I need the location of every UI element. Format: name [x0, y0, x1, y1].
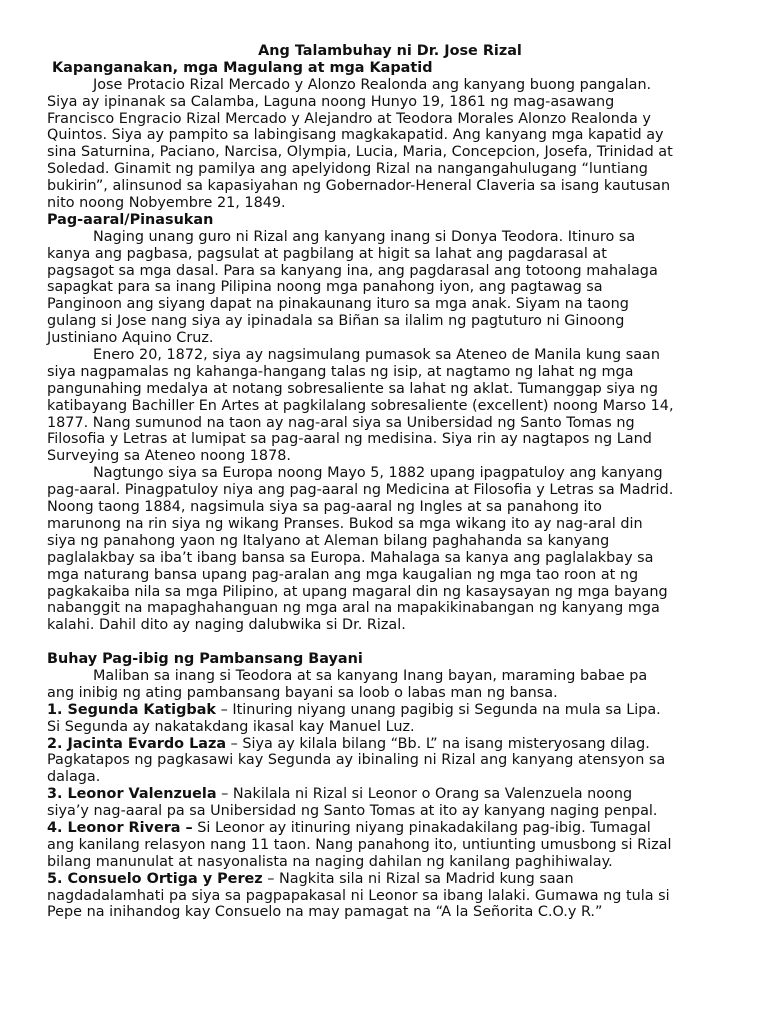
paragraph-line: sina Saturnina, Paciano, Narcisa, Olympia, Lucia, Maria, Concepcion, Josefa, Trinidad at: [47, 144, 673, 161]
paragraph-line: marunong na rin siya ng wikang Pranses. Bukod sa mga wikang ito ay nag-aral din: [47, 515, 643, 532]
paragraph-line: pag-aaral. Pinagpatuloy niya ang pag-aaral ng Medicina at Filosofia y Letras sa Madrid.: [47, 482, 674, 499]
paragraph-line: ang inibig ng ating pambansang bayani sa loob o labas man ng bansa.: [47, 684, 558, 701]
list-item-segunda: [47, 702, 733, 736]
paragraph-unang-guro: [47, 229, 733, 347]
list-item-line: bilang manunulat at nasyonalista na naging dahilan ng kanilang paghihiwalay.: [47, 853, 613, 870]
list-item-name: 1. Segunda Katigbak: [47, 701, 216, 718]
paragraph-line: 1877. Nang sumunod na taon ay nag-aral siya sa Unibersidad ng Santo Tomas ng: [47, 414, 635, 431]
paragraph-line: Filosofia y Letras at lumipat sa pag-aaral ng medisina. Siya rin ay nagtapos ng Land: [47, 431, 652, 448]
paragraph-line: kalahi. Dahil dito ay naging dalubwika si Dr. Rizal.: [47, 617, 406, 634]
paragraph-ateneo: [47, 347, 733, 465]
paragraph-line: sapagkat para sa inang Pilipina noong mga panahong iyon, ang pagtawag sa: [47, 279, 603, 296]
paragraph-line: Quintos. Siya ay pampito sa labingisang magkakapatid. Ang kanyang mga kapatid ay: [47, 127, 664, 144]
paragraph-line: nito noong Nobyembre 21, 1849.: [47, 195, 286, 212]
paragraph-line: nabanggit na mapaghahanguan ng mga aral na mapakikinabangan ng kanyang mga: [47, 600, 660, 617]
list-item-line: Pepe na inihandog kay Consuelo na may pamagat na “A la Señorita C.O.y R.”: [47, 904, 603, 921]
list-item-name: 3. Leonor Valenzuela: [47, 786, 217, 803]
paragraph-line: pagsagot sa mga dasal. Para sa kanyang ina, ang pagdarasal ang totoong mahalaga: [47, 262, 658, 279]
blank-line: [47, 634, 733, 651]
list-item-line: ang kanilang relasyon nang 11 taon. Nang panahong ito, untiunting umusbong si Rizal: [47, 836, 672, 853]
document-title: Ang Talambuhay ni Dr. Jose Rizal: [258, 43, 522, 59]
paragraph-line: Justiniano Aquino Cruz.: [47, 330, 214, 347]
list-item-line: [47, 786, 733, 803]
paragraph-line: mga naturang bansa upang pag-aralan ang mga kaugalian ng mga tao roon at ng: [47, 566, 639, 583]
list-item-name: 5. Consuelo Ortiga y Perez: [47, 870, 263, 887]
paragraph-line: Surveying sa Ateneo noong 1878.: [47, 448, 291, 465]
paragraph-line: Noong taong 1884, nagsimula siya sa pag-aaral ng Ingles at sa panahong ito: [47, 499, 602, 516]
paragraph-buhay-pag-ibig: [47, 668, 733, 702]
list-item-name: 2. Jacinta Evardo Laza: [47, 735, 227, 752]
list-item-text: – Itinuring niyang unang pagibig si Segunda na mula sa Lipa.: [216, 701, 661, 718]
list-item-line: [47, 820, 733, 837]
list-item-text: – Nagkita sila ni Rizal sa Madrid kung saan: [262, 870, 574, 887]
paragraph-line: Enero 20, 1872, siya ay nagsimulang pumasok sa Ateneo de Manila kung saan: [93, 347, 660, 364]
paragraph-line: Nagtungo siya sa Europa noong Mayo 5, 1882 upang ipagpatuloy ang kanyang: [93, 465, 663, 482]
paragraph-line: pagkakaiba nila sa mga Pilipino, at upang magaral din ng kasaysayan ng mga bayang: [47, 583, 668, 600]
section-heading-kapanganakan: Kapanganakan, mga Magulang at mga Kapatid: [47, 59, 433, 76]
paragraph-line: gulang si Jose nang siya ay ipinadala sa Biñan sa ilalim ng pagtuturo ni Ginoong: [47, 313, 625, 330]
paragraph-line: Soledad. Ginamit ng pamilya ang apelyidong Rizal na nangangahulugang “luntiang: [47, 161, 648, 178]
list-item-leonor-valenzuela: [47, 786, 733, 820]
paragraph-line: Panginoon ang siyang dapat na pinakaunang ituro sa mga anak. Siyam na taong: [47, 296, 629, 313]
paragraph-line: Francisco Engracio Rizal Mercado y Alejandro at Teodora Morales Alonzo Realonda y: [47, 110, 651, 127]
list-item-consuelo: [47, 871, 733, 922]
paragraph-europa: [47, 465, 733, 634]
section-heading-buhay-pag-ibig: Buhay Pag-ibig ng Pambansang Bayani: [47, 651, 363, 668]
list-item-text: Si Leonor ay itinuring niyang pinakadakilang pag-ibig. Tumagal: [192, 819, 651, 836]
paragraph-line: siya ng panahong yaon ng Italyano at Aleman bilang paghahanda sa kanyang: [47, 532, 610, 549]
document-page: [47, 43, 733, 921]
list-item-jacinta: [47, 736, 733, 787]
list-item-text: – Nakilala ni Rizal si Leonor o Orang sa Valenzuela noong: [216, 786, 633, 803]
section-heading-pag-aaral: Pag-aaral/Pinasukan: [47, 211, 214, 228]
paragraph-line: Jose Protacio Rizal Mercado y Alonzo Realonda ang kanyang buong pangalan.: [93, 76, 652, 93]
list-item-line: [47, 702, 733, 719]
paragraph-line: Naging unang guro ni Rizal ang kanyang inang si Donya Teodora. Itinuro sa: [93, 228, 636, 245]
list-item-line: Si Segunda ay nakatakdang ikasal kay Manuel Luz.: [47, 718, 415, 735]
paragraph-line: Maliban sa inang si Teodora at sa kanyang Inang bayan, maraming babae pa: [93, 667, 648, 684]
list-item-text: – Siya ay kilala bilang “Bb. L” na isang misteryosang dilag.: [226, 735, 650, 752]
list-item-line: [47, 871, 733, 888]
list-item-line: nagdadalamhati pa siya sa pagpapakasal ni Leonor sa ibang lalaki. Gumawa ng tula si: [47, 887, 670, 904]
list-item-line: dalaga.: [47, 769, 101, 786]
paragraph-line: pangunahing medalya at notang sobresaliente sa lahat ng aklat. Tumanggap siya ng: [47, 380, 659, 397]
list-item-line: siya’y nag-aaral pa sa Unibersidad ng Santo Tomas at ito ay kanyang naging penpal.: [47, 803, 658, 820]
paragraph-line: bukirin”, alinsunod sa kapasiyahan ng Gobernador-Heneral Claveria sa isang kautusan: [47, 178, 671, 195]
list-item-line: Pagkatapos ng pagkasawi kay Segunda ay ibinaling ni Rizal ang kanyang atensyon sa: [47, 752, 666, 769]
list-item-name: 4. Leonor Rivera –: [47, 819, 193, 836]
paragraph-line: paglalakbay sa iba’t ibang bansa sa Europa. Mahalaga sa kanya ang paglalakbay sa: [47, 549, 654, 566]
list-item-line: [47, 736, 733, 753]
paragraph-line: kanya ang pagbasa, pagsulat at pagbilang at higit sa lahat ang pagdarasal at: [47, 245, 607, 262]
list-item-leonor-rivera: [47, 820, 733, 871]
paragraph-line: Siya ay ipinanak sa Calamba, Laguna noong Hunyo 19, 1861 ng mag-asawang: [47, 93, 615, 110]
paragraph-kapanganakan: [47, 77, 733, 212]
paragraph-line: katibayang Bachiller En Artes at pagkilalang sobresaliente (excellent) noong Marso 14,: [47, 397, 674, 414]
paragraph-line: siya nagpamalas ng kahanga-hangang talas ng isip, at nagtamo ng lahat ng mga: [47, 363, 634, 380]
